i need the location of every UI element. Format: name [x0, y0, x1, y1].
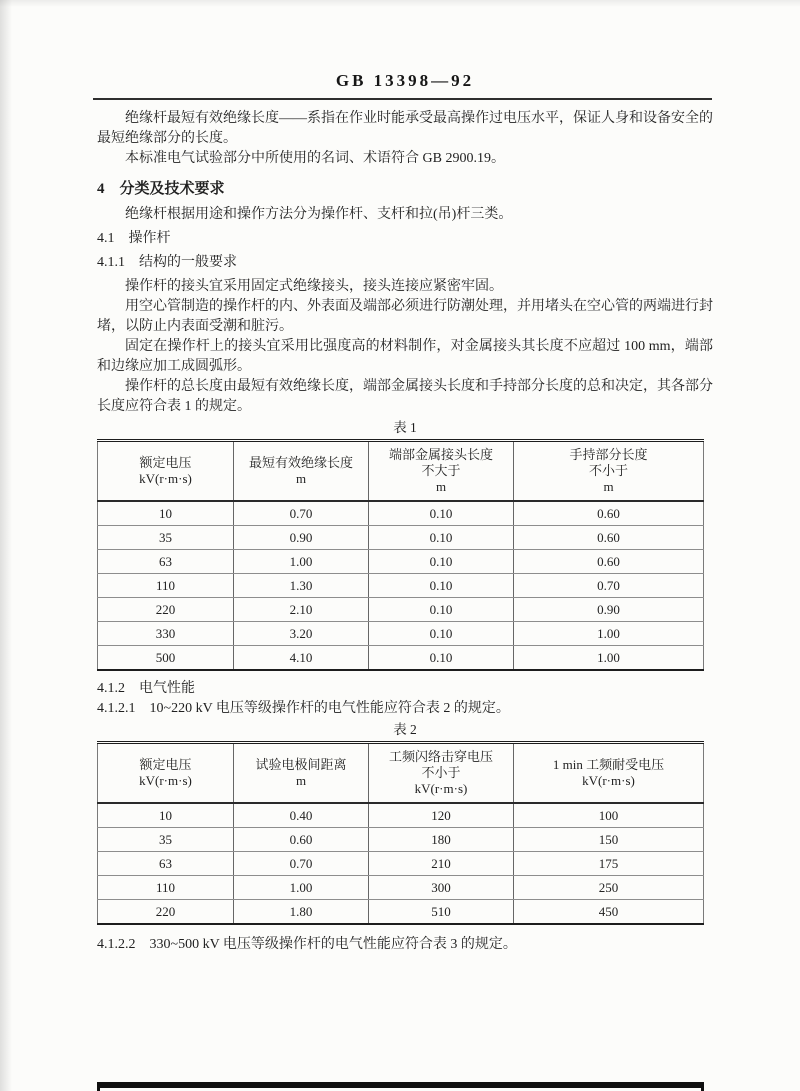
table-row: [98, 876, 704, 900]
table-cell: 0.60: [514, 501, 704, 526]
table2: [97, 741, 704, 925]
table1-header: [98, 441, 704, 502]
paragraph-classification: 绝缘杆根据用途和操作方法分为操作杆、支杆和拉(吊)杆三类。: [125, 207, 513, 222]
paragraph-joint: 操作杆的接头宜采用固定式绝缘接头，接头连接应紧密牢固。: [125, 279, 503, 294]
table-row: [98, 803, 704, 828]
table-row: [98, 598, 704, 622]
column-header: 试验电极间距离 m: [234, 743, 369, 804]
section-4-1-2-heading: 4.1.2 电气性能: [97, 681, 195, 696]
column-header: 端部金属接头长度 不大于 m: [369, 441, 514, 502]
table-cell: 220: [98, 598, 234, 622]
table-cell: 4.10: [234, 646, 369, 671]
table-cell: 63: [98, 550, 234, 574]
table-cell: 3.20: [234, 622, 369, 646]
table-cell: 150: [514, 828, 704, 852]
table-cell: 1.00: [514, 622, 704, 646]
section-4-1-1-heading: 4.1.1 结构的一般要求: [97, 255, 237, 270]
table-cell: 0.90: [234, 526, 369, 550]
table1-caption: 表 1: [393, 420, 417, 435]
table-cell: 0.60: [514, 526, 704, 550]
table-cell: 300: [369, 876, 514, 900]
table-row: [98, 550, 704, 574]
document-header-title: GB 13398—92: [335, 71, 475, 90]
table-cell: 0.40: [234, 803, 369, 828]
column-header: 额定电压 kV(r·m·s): [98, 441, 234, 502]
table-cell: 10: [98, 803, 234, 828]
table-cell: 63: [98, 852, 234, 876]
column-header: 工频闪络击穿电压 不小于 kV(r·m·s): [369, 743, 514, 804]
paragraph-hollow-tube: 用空心管制造的操作杆的内、外表面及端部必须进行防潮处理，并用堵头在空心管的两端进行封堵，以防止内表面受潮和脏污。: [97, 299, 713, 334]
table-cell: 330: [98, 622, 234, 646]
table-cell: 175: [514, 852, 704, 876]
table-cell: 100: [514, 803, 704, 828]
table-row: [98, 828, 704, 852]
table-row: [98, 852, 704, 876]
table-cell: 0.10: [369, 526, 514, 550]
table-cell: 0.10: [369, 622, 514, 646]
table-row: [98, 526, 704, 550]
paragraph-fixed-joint: 固定在操作杆上的接头宜采用比强度高的材料制作，对金属接头其长度不应超过 100 mm，端部和边缘应加工成圆弧形。: [97, 339, 713, 374]
header-rule: [93, 98, 712, 100]
table-cell: 110: [98, 574, 234, 598]
table-cell: 0.10: [369, 501, 514, 526]
table-cell: 110: [98, 876, 234, 900]
column-header: 最短有效绝缘长度 m: [234, 441, 369, 502]
table-cell: 0.90: [514, 598, 704, 622]
scan-edge-shading-left: [0, 0, 12, 1091]
table-cell: 510: [369, 900, 514, 925]
table-cell: 35: [98, 526, 234, 550]
column-header: 手持部分长度 不小于 m: [514, 441, 704, 502]
table-cell: 220: [98, 900, 234, 925]
table2-body: [98, 803, 704, 924]
table-cell: 500: [98, 646, 234, 671]
table2-header: [98, 743, 704, 804]
table-row: [98, 646, 704, 671]
clause-4-1-2-1: 4.1.2.1 10~220 kV 电压等级操作杆的电气性能应符合表 2 的规定。: [97, 701, 510, 716]
table1-body: [98, 501, 704, 670]
table3-cropped-top-border: [97, 1082, 704, 1088]
table-cell: 1.30: [234, 574, 369, 598]
table-cell: 0.60: [234, 828, 369, 852]
column-header: 额定电压 kV(r·m·s): [98, 743, 234, 804]
paragraph-total-length: 操作杆的总长度由最短有效绝缘长度，端部金属接头长度和手持部分长度的总和决定，其各部分长度应符合表 1 的规定。: [97, 379, 713, 414]
table-cell: 1.00: [514, 646, 704, 671]
table-cell: 120: [369, 803, 514, 828]
clause-4-1-2-2: 4.1.2.2 330~500 kV 电压等级操作杆的电气性能应符合表 3 的规定。: [97, 937, 517, 952]
table-cell: 250: [514, 876, 704, 900]
table-cell: 0.10: [369, 574, 514, 598]
table1: [97, 439, 704, 671]
table-cell: 0.70: [514, 574, 704, 598]
table-cell: 10: [98, 501, 234, 526]
table-cell: 1.00: [234, 876, 369, 900]
table-row: [98, 501, 704, 526]
table-cell: 1.80: [234, 900, 369, 925]
column-header: 1 min 工频耐受电压 kV(r·m·s): [514, 743, 704, 804]
table-row: [98, 900, 704, 925]
paragraph-definition: 绝缘杆最短有效绝缘长度——系指在作业时能承受最高操作过电压水平，保证人身和设备安全的最短绝缘部分的长度。: [97, 111, 713, 146]
table-cell: 450: [514, 900, 704, 925]
table-cell: 0.60: [514, 550, 704, 574]
table-cell: 0.70: [234, 852, 369, 876]
table-cell: 180: [369, 828, 514, 852]
section-4-heading: 4 分类及技术要求: [97, 181, 225, 197]
table-cell: 0.70: [234, 501, 369, 526]
table-cell: 0.10: [369, 598, 514, 622]
table-row: [98, 622, 704, 646]
table-cell: 210: [369, 852, 514, 876]
table-cell: 35: [98, 828, 234, 852]
header-row: [98, 441, 704, 502]
section-4-1-heading: 4.1 操作杆: [97, 231, 171, 246]
scan-edge-shading-top: [0, 0, 800, 7]
header-row: [98, 743, 704, 804]
paragraph-terms: 本标准电气试验部分中所使用的名词、术语符合 GB 2900.19。: [125, 151, 505, 166]
page-content: [97, 70, 713, 955]
table-row: [98, 574, 704, 598]
table-cell: 0.10: [369, 550, 514, 574]
table-cell: 0.10: [369, 646, 514, 671]
table-cell: 2.10: [234, 598, 369, 622]
table-cell: 1.00: [234, 550, 369, 574]
table2-caption: 表 2: [393, 722, 417, 737]
